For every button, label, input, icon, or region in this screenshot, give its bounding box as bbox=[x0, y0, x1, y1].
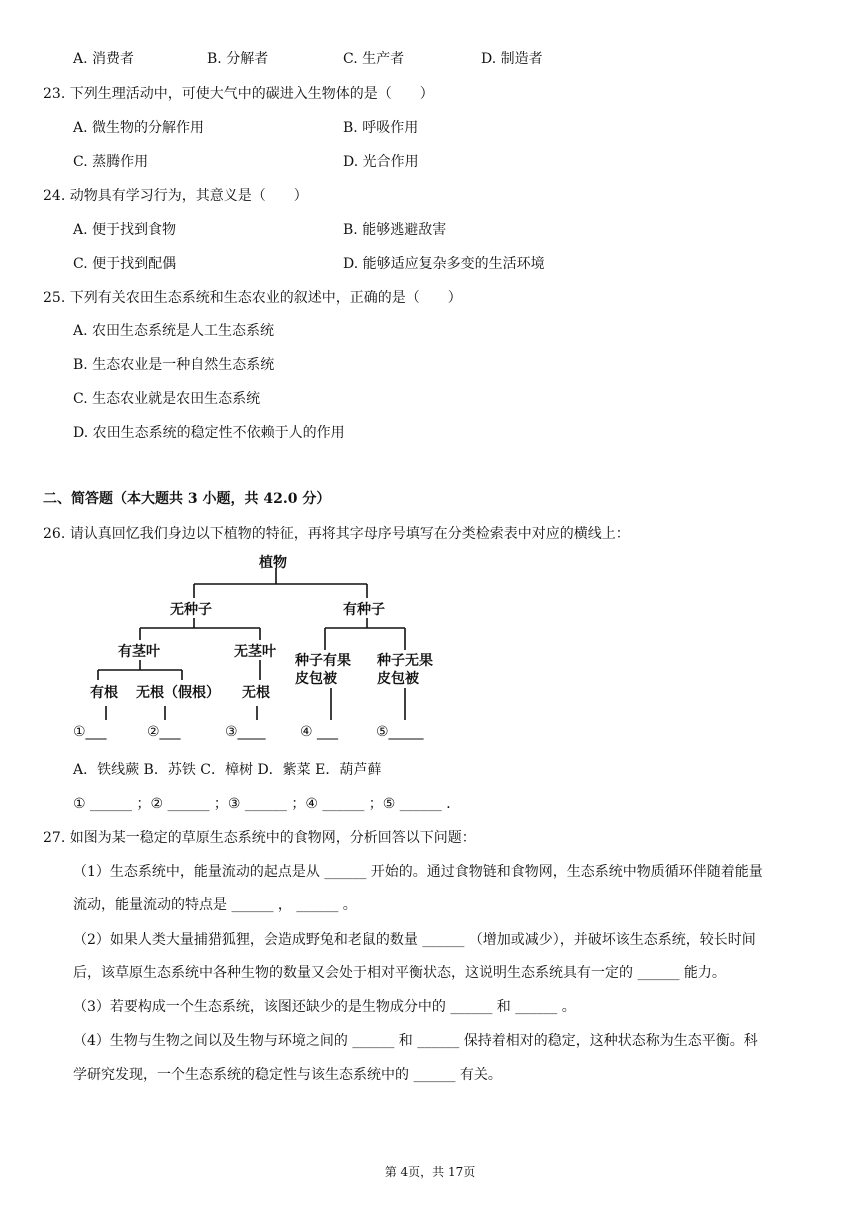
q22-option-b: B. 分解者 bbox=[207, 51, 269, 67]
tree-seed-with-peel bbox=[295, 652, 351, 688]
q24-option-b: B. 能够逃避敌害 bbox=[343, 222, 447, 238]
q27-part1-line2: 流动，能量流动的特点是 ______ ， ______ 。 bbox=[73, 897, 357, 913]
q27-stem: 27. 如图为某一稳定的草原生态系统中的食物网，分析回答以下问题： bbox=[43, 830, 476, 846]
q27-part4-line2: 学研究发现，一个生态系统的稳定性与该生态系统中的 ______ 有关。 bbox=[73, 1067, 502, 1083]
q24-stem: 24. 动物具有学习行为，其意义是（ ） bbox=[43, 188, 308, 204]
tree-slot-4: ④ ___ bbox=[300, 724, 339, 740]
tree-no-root: 无根 bbox=[242, 685, 270, 701]
q24-option-a: A. 便于找到食物 bbox=[73, 222, 177, 238]
q27-part2-line1: （2）如果人类大量捕猎狐狸，会造成野兔和老鼠的数量 ______ （增加或减少），并破坏该生态系统，较长时间 bbox=[73, 932, 756, 948]
q27-part2-line2: 后，该草原生态系统中各种生物的数量又会处于相对平衡状态，这说明生态系统具有一定的 ______ 能力。 bbox=[73, 965, 726, 981]
tree-has-seed: 有种子 bbox=[343, 602, 385, 618]
tree-has-stem-leaf: 有茎叶 bbox=[118, 644, 160, 660]
q27-part4-line1: （4）生物与生物之间以及生物与环境之间的 ______ 和 ______ 保持着相对的稳定，这种状态称为生态平衡。科 bbox=[73, 1033, 758, 1049]
tree-has-root: 有根 bbox=[90, 685, 118, 701]
section-title: 二、简答题（本大题共 3 小题，共 42.0 分） bbox=[43, 491, 331, 507]
q23-option-c: C. 蒸腾作用 bbox=[73, 154, 149, 170]
tree-seed-with-peel-line2: 皮包被 bbox=[295, 671, 337, 687]
q25-stem: 25. 下列有关农田生态系统和生态农业的叙述中，正确的是（ ） bbox=[43, 290, 462, 306]
q25-option-b: B. 生态农业是一种自然生态系统 bbox=[73, 357, 275, 373]
tree-slot-1: ①___ bbox=[73, 724, 107, 740]
tree-seed-no-peel-line2: 皮包被 bbox=[377, 671, 419, 687]
tree-root: 植物 bbox=[259, 555, 287, 571]
classification-tree bbox=[70, 548, 450, 748]
q23-option-a: A. 微生物的分解作用 bbox=[73, 120, 205, 136]
q24-option-d: D. 能够适应复杂多变的生活环境 bbox=[343, 256, 545, 272]
q26-answer-line: ① ______ ；② ______ ；③ ______ ；④ ______ ；⑤ ______ ． bbox=[73, 796, 461, 812]
tree-seed-no-peel bbox=[377, 652, 433, 688]
tree-slot-3: ③____ bbox=[225, 724, 266, 740]
q23-option-b: B. 呼吸作用 bbox=[343, 120, 419, 136]
q26-stem: 26. 请认真回忆我们身边以下植物的特征，再将其字母序号填写在分类检索表中对应的横线上： bbox=[43, 526, 630, 542]
q24-option-c: C. 便于找到配偶 bbox=[73, 256, 177, 272]
page-footer: 第 4页，共 17页 bbox=[384, 1165, 476, 1179]
q22-option-d: D. 制造者 bbox=[481, 51, 543, 67]
tree-slot-2: ②___ bbox=[147, 724, 181, 740]
q25-option-d: D. 农田生态系统的稳定性不依赖于人的作用 bbox=[73, 425, 345, 441]
tree-seed-no-peel-line1: 种子无果 bbox=[377, 653, 433, 669]
q22-option-c: C. 生产者 bbox=[343, 51, 405, 67]
q27-part3: （3）若要构成一个生态系统，该图还缺少的是生物成分中的 ______ 和 ______ 。 bbox=[73, 999, 576, 1015]
tree-no-root-false: 无根（假根） bbox=[136, 685, 220, 701]
tree-no-seed: 无种子 bbox=[170, 602, 212, 618]
tree-no-stem-leaf: 无茎叶 bbox=[234, 644, 276, 660]
q23-option-d: D. 光合作用 bbox=[343, 154, 419, 170]
tree-slot-5: ⑤_____ bbox=[376, 724, 424, 740]
q22-option-a: A. 消费者 bbox=[73, 51, 135, 67]
q26-plants: A．铁线蕨 B．苏铁 C．樟树 D．紫菜 E．葫芦藓 bbox=[73, 762, 382, 778]
q27-part1-line1: （1）生态系统中，能量流动的起点是从 ______ 开始的。通过食物链和食物网，生态系统中物质循环伴随着能量 bbox=[73, 864, 763, 880]
tree-seed-with-peel-line1: 种子有果 bbox=[295, 653, 351, 669]
q25-option-a: A. 农田生态系统是人工生态系统 bbox=[73, 323, 275, 339]
q23-stem: 23. 下列生理活动中，可使大气中的碳进入生物体的是（ ） bbox=[43, 86, 434, 102]
q25-option-c: C. 生态农业就是农田生态系统 bbox=[73, 391, 261, 407]
